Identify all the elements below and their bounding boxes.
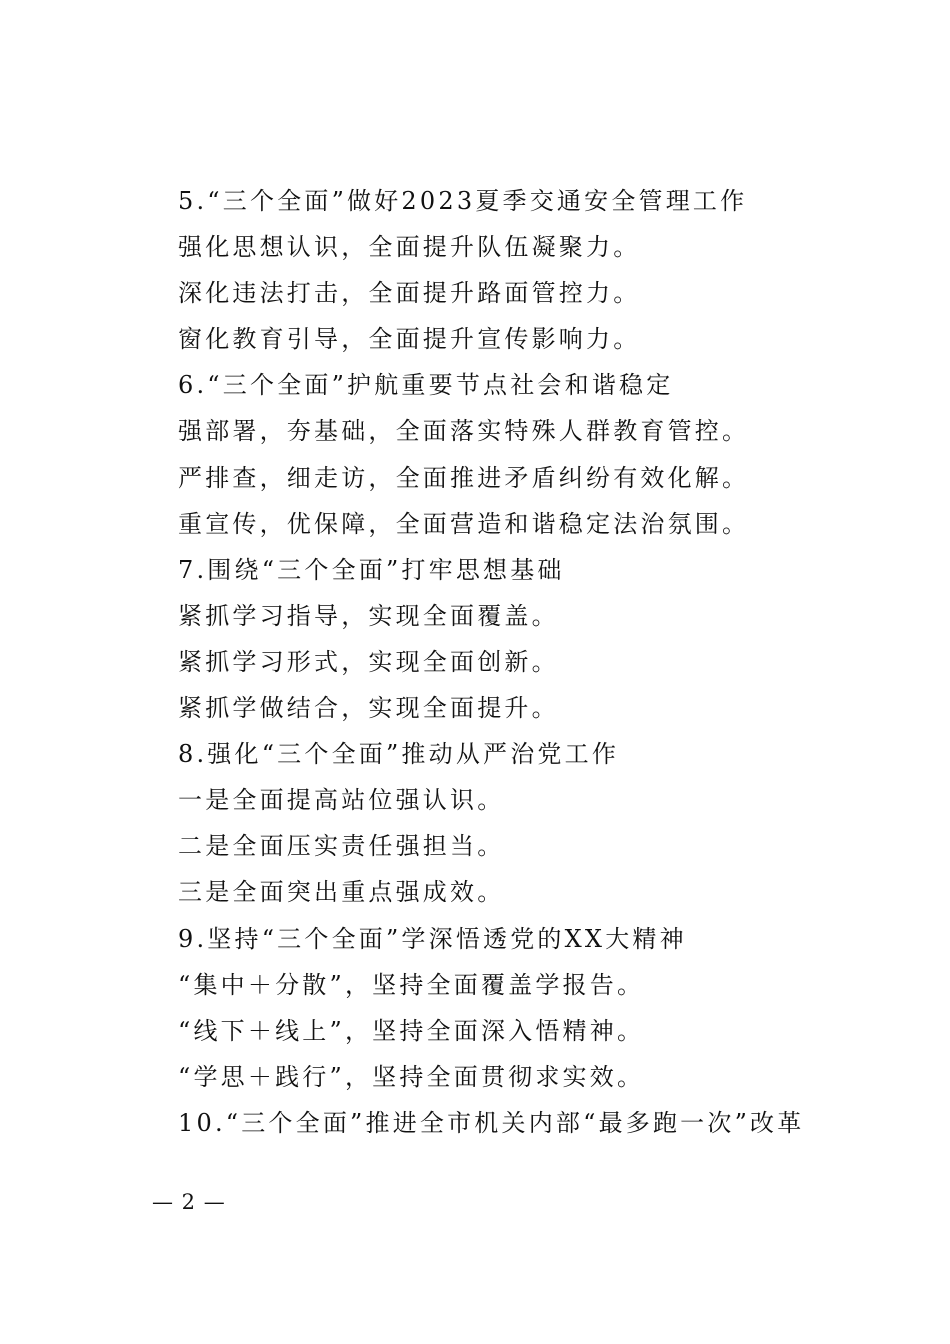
paragraph-line: 紧抓学习形式，实现全面创新。 <box>178 647 559 676</box>
heading-6: 6.“三个全面”护航重要节点社会和谐稳定 <box>178 371 674 400</box>
paragraph-line: 强部署，夯基础，全面落实特殊人群教育管控。 <box>178 417 750 446</box>
page-number: — 2 — <box>152 1190 226 1214</box>
paragraph-line: 紧抓学做结合，实现全面提升。 <box>178 694 559 723</box>
paragraph-line: 强化思想认识，全面提升队伍凝聚力。 <box>178 233 641 262</box>
heading-9: 9.坚持“三个全面”学深悟透党的XX大精神 <box>178 924 687 953</box>
heading-7: 7.围绕“三个全面”打牢思想基础 <box>178 555 565 584</box>
heading-5: 5.“三个全面”做好2023夏季交通安全管理工作 <box>178 187 748 215</box>
document-body <box>178 178 878 1146</box>
paragraph-line: 窗化教育引导，全面提升宣传影响力。 <box>178 325 641 354</box>
paragraph-line: 一是全面提高站位强认识。 <box>178 786 505 815</box>
paragraph-line: 二是全面压实责任强担当。 <box>178 832 505 861</box>
heading-10: 10.“三个全面”推进全市机关内部“最多跑一次”改革 <box>178 1108 805 1137</box>
paragraph-line: 紧抓学习指导，实现全面覆盖。 <box>178 601 559 630</box>
paragraph-line: 重宣传，优保障，全面营造和谐稳定法治氛围。 <box>178 509 750 538</box>
paragraph-line: “学思＋践行”，坚持全面贯彻求实效。 <box>178 1062 645 1091</box>
paragraph-line: “集中＋分散”，坚持全面覆盖学报告。 <box>178 970 645 999</box>
paragraph-line: 深化违法打击，全面提升路面管控力。 <box>178 279 641 308</box>
heading-8: 8.强化“三个全面”推动从严治党工作 <box>178 740 620 769</box>
paragraph-line: 严排查，细走访，全面推进矛盾纠纷有效化解。 <box>178 463 750 492</box>
paragraph-line: 三是全面突出重点强成效。 <box>178 878 505 907</box>
paragraph-line: “线下＋线上”，坚持全面深入悟精神。 <box>178 1016 645 1045</box>
